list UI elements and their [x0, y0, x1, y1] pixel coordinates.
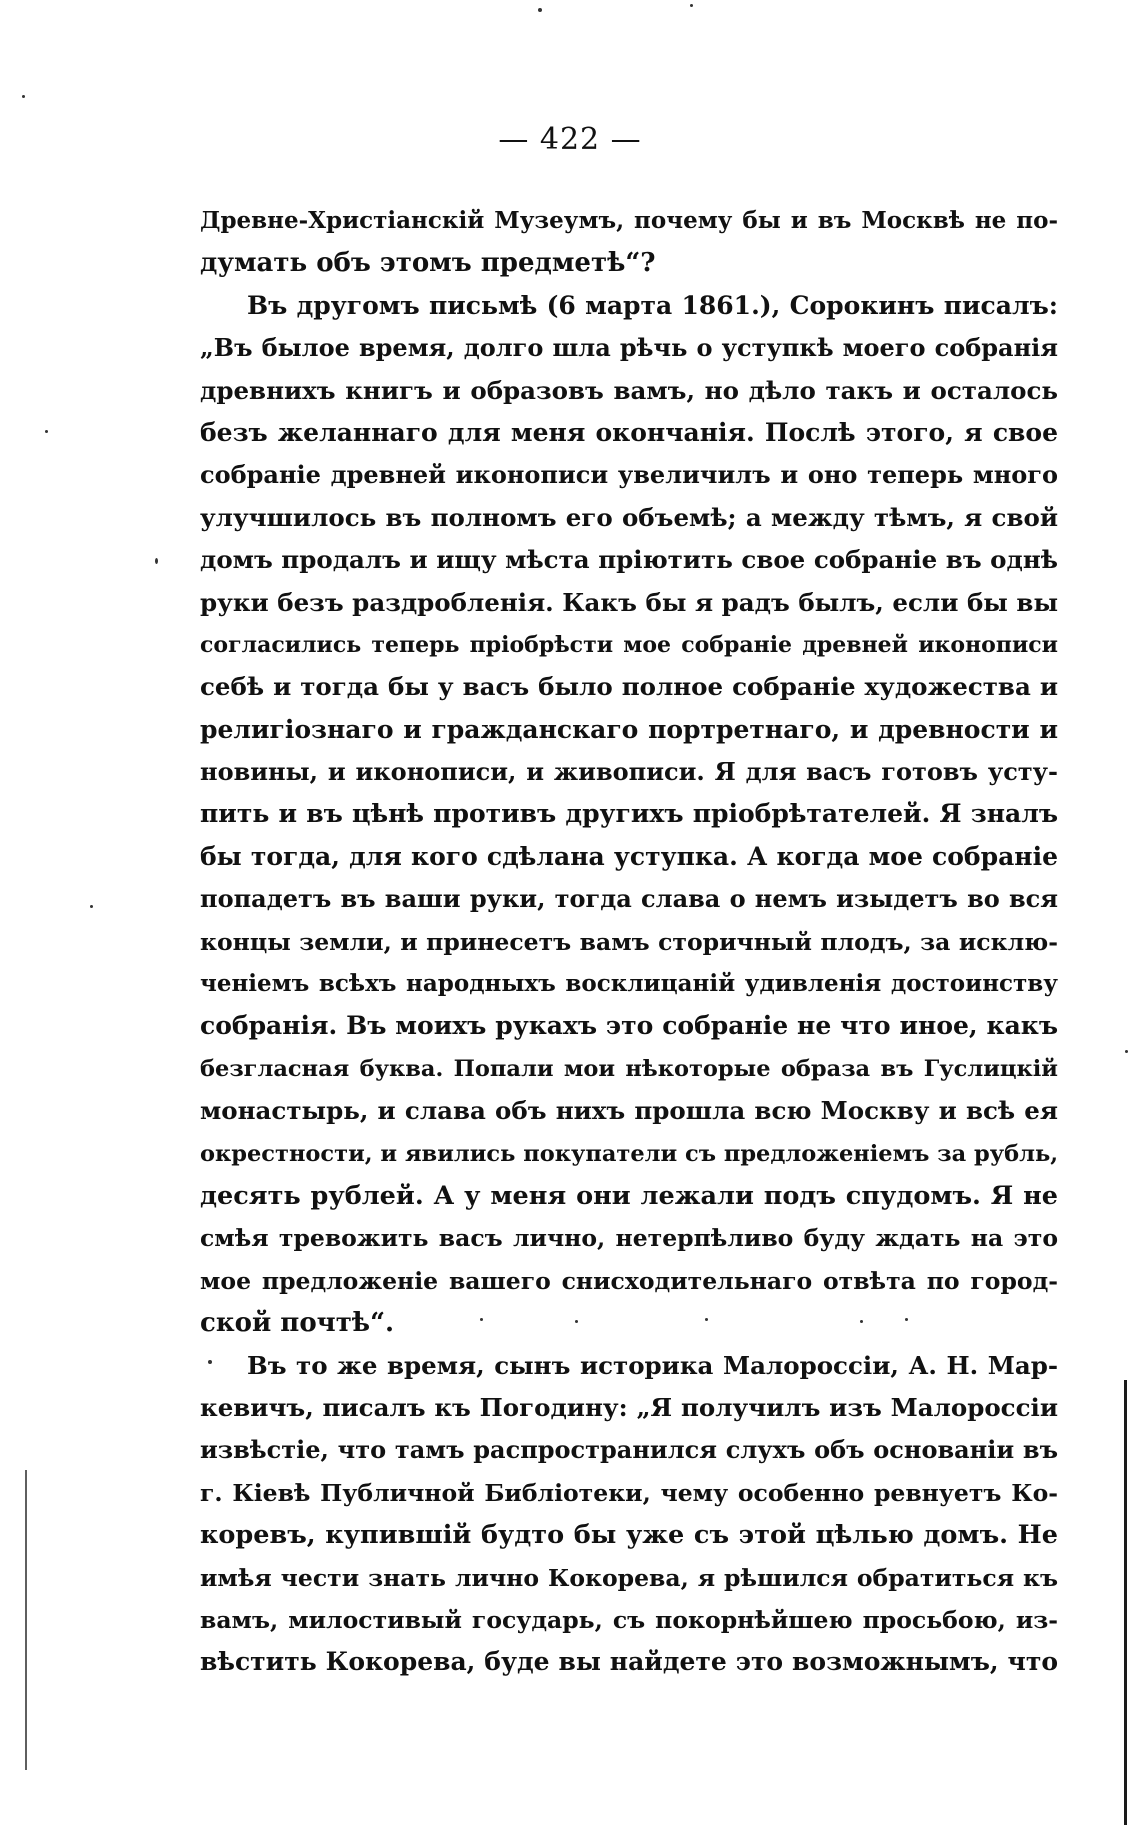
text-line: безгласная буква. Попали мои нѣкоторые образа въ Гуслицкій [200, 1055, 1058, 1082]
text-line: монастырь, и слава объ нихъ прошла всю Москву и всѣ ея [200, 1096, 1058, 1126]
text-line: древнихъ книгъ и образовъ вамъ, но дѣло такъ и осталось [200, 375, 1058, 405]
text-line: ченіемъ всѣхъ народныхъ восклицаній удивленія достоинству [200, 970, 1058, 998]
text-line: Древне-Христіанскій Музеумъ, почему бы и въ Москвѣ не по- [200, 207, 1058, 234]
scan-speck [1125, 1050, 1128, 1053]
text-line: коревъ, купившій будто бы уже съ этой цѣлью домъ. Не [200, 1520, 1058, 1551]
text-line: руки безъ раздробленія. Какъ бы я радъ былъ, если бы вы [200, 587, 1058, 617]
scan-speck [155, 558, 158, 564]
text-line: вамъ, милостивый государь, съ покорнѣйшею просьбою, из- [200, 1605, 1058, 1634]
text-line: Въ то же время, сынъ историка Малороссіи, А. Н. Мар- [247, 1350, 1058, 1380]
text-line: собраніе древней иконописи увеличилъ и оно теперь много [200, 460, 1058, 490]
scan-speck [22, 95, 25, 98]
text-line: согласились теперь пріобрѣсти мое собраніе древней иконописи [200, 631, 1058, 658]
text-line: ской почтѣ“. [200, 1308, 395, 1339]
text-line: вѣстить Кокорева, буде вы найдете это возможнымъ, что [200, 1647, 1058, 1677]
text-line: десять рублей. А у меня они лежали подъ спудомъ. Я не [200, 1180, 1058, 1211]
text-line: Въ другомъ письмѣ (6 марта 1861.), Сорокинъ писалъ: [247, 290, 1058, 320]
text-line: имѣя чести знать лично Кокорева, я рѣшился обратиться къ [200, 1563, 1058, 1592]
text-line: извѣстіе, что тамъ распространился слухъ объ основаніи въ [200, 1435, 1058, 1465]
text-line: улучшилось въ полномъ его объемѣ; а между тѣмъ, я свой [200, 502, 1058, 532]
scan-margin-line-right [1124, 1380, 1127, 1825]
text-line: бы тогда, для кого сдѣлана уступка. А когда мое собраніе [200, 841, 1058, 871]
scan-speck [208, 1360, 212, 1364]
text-line: домъ продалъ и ищу мѣста пріютить свое собраніе въ однѣ [200, 545, 1058, 575]
text-line: новины, и иконописи, и живописи. Я для васъ готовъ усту- [200, 757, 1058, 787]
text-line: г. Кіевѣ Публичной Библіотеки, чему особенно ревнуетъ Ко- [200, 1478, 1058, 1507]
text-line: кевичъ, писалъ къ Погодину: „Я получилъ изъ Малороссіи [200, 1392, 1058, 1422]
scan-speck [690, 4, 693, 7]
scan-speck [538, 8, 542, 12]
scan-speck [575, 1320, 578, 1323]
text-line: концы земли, и принесетъ вамъ сторичный плодъ, за исклю- [200, 927, 1058, 956]
text-line: окрестности, и явились покупатели съ предложеніемъ за рубль, [200, 1140, 1058, 1167]
text-line: собранія. Въ моихъ рукахъ это собраніе не что иное, какъ [200, 1011, 1058, 1041]
scan-margin-line-left [25, 1470, 27, 1770]
page-number: — 422 — [498, 122, 642, 157]
text-line: думать объ этомъ предметѣ“? [200, 248, 656, 279]
body-text [200, 200, 1058, 1684]
text-line: „Въ былое время, долго шла рѣчь о уступкѣ моего собранія [200, 333, 1058, 363]
scan-speck [45, 430, 48, 433]
scan-speck [705, 1318, 708, 1321]
text-line: религіознаго и гражданскаго портретнаго, и древности и [200, 714, 1058, 744]
scan-speck [905, 1318, 908, 1321]
text-line: мое предложеніе вашего снисходительнаго отвѣта по город- [200, 1266, 1058, 1295]
scan-speck [90, 905, 93, 908]
scan-speck [480, 1318, 483, 1321]
text-line: себѣ и тогда бы у васъ было полное собраніе художества и [200, 672, 1058, 702]
text-line: пить и въ цѣнѣ противъ другихъ пріобрѣтателей. Я зналъ [200, 799, 1058, 829]
text-line: попадетъ въ ваши руки, тогда слава о немъ изыдетъ во вся [200, 884, 1058, 914]
text-line: безъ желаннаго для меня окончанія. Послѣ этого, я свое [200, 417, 1058, 447]
scan-speck [860, 1320, 863, 1323]
text-line: смѣя тревожить васъ лично, нетерпѣливо буду ждать на это [200, 1224, 1058, 1253]
